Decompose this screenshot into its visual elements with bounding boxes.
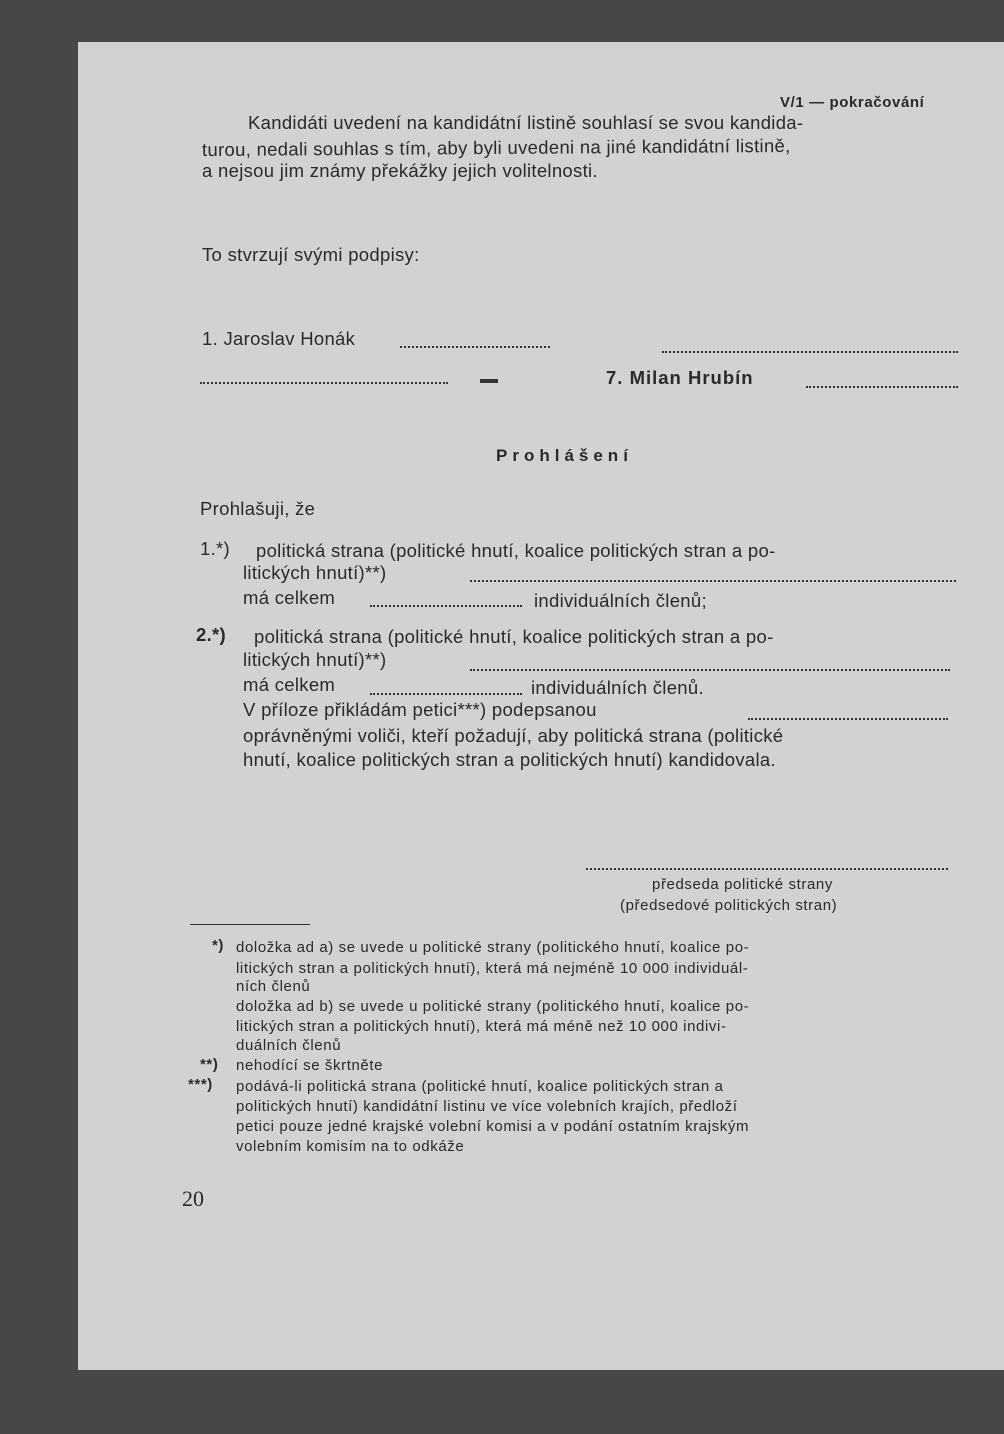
footnote-3-marker: ***) [188, 1076, 213, 1093]
intro-line-3: a nejsou jim známy překážky jejich volitelnosti. [202, 160, 598, 181]
item-1-line-3b: individuálních členů; [534, 590, 707, 611]
footnote-3-line-3: petici pouze jedné krajské volební komisi a v podání ostatním krajským [236, 1118, 750, 1135]
declaration-title: Prohlášení [496, 446, 633, 465]
item-2-party-line [470, 669, 950, 671]
signature-7-name: 7. Milan Hrubín [606, 367, 754, 388]
item-2-line-3a: má celkem [243, 674, 336, 695]
intro-line-2: turou, nedali souhlas s tím, aby byli uvedeni na jiné kandidátní listině, [201, 134, 791, 161]
item-1-count-line [370, 605, 522, 607]
dash-mark [480, 379, 498, 383]
footnote-separator [190, 924, 310, 925]
item-2-line-6: hnutí, koalice politických stran a politických hnutí) kandidovala. [243, 749, 776, 770]
item-2-count-line [370, 693, 522, 695]
signature-7-line [806, 386, 958, 388]
footnote-1-line-6: duálních členů [236, 1037, 342, 1054]
item-2-line-2: litických hnutí)**) [243, 649, 387, 670]
item-2-marker: 2.*) [196, 624, 226, 645]
item-1-line-1: politická strana (politické hnutí, koalice politických stran a po- [256, 540, 776, 561]
footnote-2-line-1: nehodící se škrtněte [236, 1057, 384, 1074]
item-1-party-line [470, 580, 956, 582]
footnote-3-line-4: volebním komisím na to odkáže [236, 1138, 465, 1155]
signature-1-line [400, 346, 550, 348]
footnote-3-line-2: politických hnutí) kandidátní listinu ve více volebních krajích, předloží [236, 1098, 738, 1115]
item-2-line-1: politická strana (politické hnutí, koalice politických stran a po- [254, 626, 774, 647]
footnote-3-line-1: podává-li politická strana (politické hnutí, koalice politických stran a [236, 1078, 724, 1095]
footnote-1-line-2: litických stran a politických hnutí), která má nejméně 10 000 individuál- [236, 960, 749, 977]
footnote-1-marker: *) [212, 937, 225, 954]
footnote-1-line-5: litických stran a politických hnutí), která má méně než 10 000 indivi- [236, 1018, 727, 1035]
item-2-line-5: oprávněnými voliči, kteří požadují, aby politická strana (politické [243, 725, 784, 746]
footnote-1-line-1: doložka ad a) se uvede u politické strany (politického hnutí, koalice po- [236, 939, 750, 956]
item-1-line-2: litických hnutí)**) [243, 562, 387, 583]
chairman-line-1: předseda politické strany [652, 876, 833, 893]
signature-blank-line-left [200, 382, 448, 384]
item-2-petition-line [748, 718, 948, 720]
item-1-line-3a: má celkem [243, 587, 336, 608]
signature-blank-line-right [662, 351, 958, 353]
page-number: 20 [182, 1186, 204, 1211]
item-2-line-3b: individuálních členů. [531, 677, 704, 698]
declaration-opening: Prohlašuji, že [200, 498, 316, 519]
item-1-marker: 1.*) [200, 538, 230, 559]
footnote-1-line-4: doložka ad b) se uvede u politické strany (politického hnutí, koalice po- [236, 998, 750, 1015]
document-page [78, 42, 1004, 1370]
footnote-1-line-3: ních členů [236, 978, 311, 995]
section-header: V/1 — pokračování [780, 94, 925, 111]
signature-1-name: 1. Jaroslav Honák [202, 328, 356, 349]
signature-confirmation: To stvrzují svými podpisy: [202, 244, 420, 265]
footnote-2-marker: **) [200, 1056, 219, 1073]
chairman-signature-line [586, 868, 948, 870]
item-2-line-4: V příloze přikládám petici***) podepsanou [243, 699, 597, 720]
intro-line-1: Kandidáti uvedení na kandidátní listině souhlasí se svou kandida- [248, 112, 804, 133]
chairman-line-2: (předsedové politických stran) [620, 897, 838, 914]
